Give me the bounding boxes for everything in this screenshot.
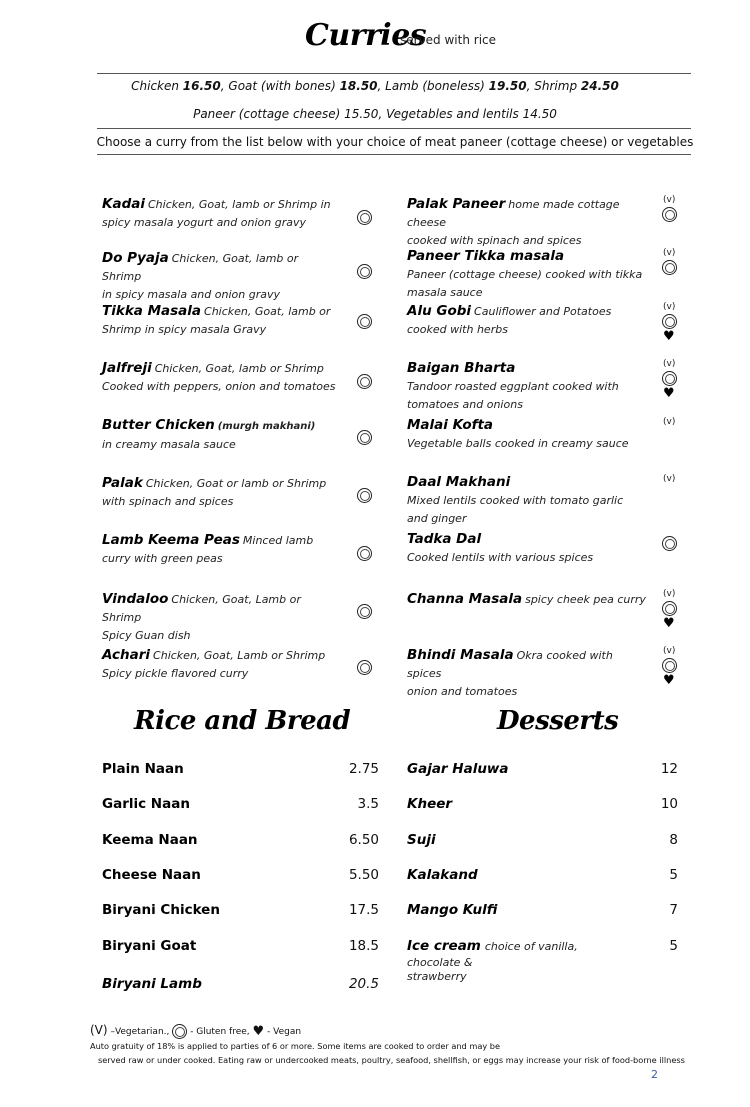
gluten-free-icon xyxy=(357,604,372,619)
vegan-heart-icon: ♥ xyxy=(663,329,675,344)
gluten-free-icon xyxy=(662,314,677,329)
dessert-item xyxy=(407,938,632,983)
curry-item xyxy=(102,302,340,339)
curry-name: Kadai xyxy=(102,196,145,212)
curry-description: spicy cheek pea curry xyxy=(525,593,646,606)
dessert-item-description: choice of vanilla, chocolate & xyxy=(407,940,578,969)
gluten-free-icon xyxy=(662,658,677,673)
price-label: Chicken xyxy=(131,79,183,93)
gluten-free-icon xyxy=(357,488,372,503)
vegan-heart-icon: ♥ xyxy=(663,616,675,631)
gluten-free-icon xyxy=(662,207,677,222)
curry-item xyxy=(407,359,647,414)
price-value: 18.50 xyxy=(339,79,378,93)
curry-description-line2: Paneer (cottage cheese) cooked with tikka masala sauce xyxy=(407,268,643,299)
curry-description: Minced lamb curry with green peas xyxy=(102,534,314,565)
curry-name: Palak xyxy=(102,475,143,491)
dessert-item-name: Kheer xyxy=(407,796,453,812)
rice-bread-item-price: 5.50 xyxy=(348,867,379,883)
divider-mid xyxy=(97,128,691,129)
vegetarian-mark: (v) xyxy=(663,248,676,258)
curry-item xyxy=(407,590,647,609)
price-value: 19.50 xyxy=(488,79,527,93)
curry-item xyxy=(102,195,340,232)
gluten-free-icon xyxy=(662,371,677,386)
curry-description-line2: cooked with herbs xyxy=(407,323,508,336)
rice-bread-item-price: 3.5 xyxy=(357,796,379,812)
curries-subtitle: served with rice xyxy=(400,33,497,47)
gluten-free-icon xyxy=(357,430,372,445)
curry-item xyxy=(407,195,647,250)
price-value: 24.50 xyxy=(580,79,619,93)
curry-description: Chicken, Goat, lamb or Shrimp xyxy=(102,252,299,283)
rice-bread-item-price: 17.5 xyxy=(348,902,379,918)
food-safety-notice: served raw or under cooked. Eating raw or undercooked meats, poultry, seafood, shellfish, or eggs may increase your risk of food-borne illness xyxy=(98,1055,685,1065)
legend-gluten-free-label: - Gluten free, xyxy=(187,1027,250,1037)
gluten-free-icon xyxy=(172,1024,187,1039)
dessert-item-price: 5 xyxy=(669,867,678,883)
rice-bread-item-name: Biryani Chicken xyxy=(102,902,220,918)
rice-bread-item-price: 18.5 xyxy=(348,938,379,954)
curry-item xyxy=(407,416,647,453)
curry-item xyxy=(102,416,340,454)
dessert-item xyxy=(407,761,632,777)
curry-item xyxy=(102,590,340,645)
vegan-heart-icon: ♥ xyxy=(663,386,675,401)
curry-name: Bhindi Masala xyxy=(407,647,514,663)
curry-description-line2: Cooked with peppers, onion and tomatoes xyxy=(102,380,336,393)
vegetarian-mark: (v) xyxy=(663,302,676,312)
rice-bread-item-price: 20.5 xyxy=(348,976,379,992)
curry-item xyxy=(407,473,647,528)
dessert-item xyxy=(407,867,632,883)
vegetarian-mark: (v) xyxy=(663,195,676,205)
gluten-free-icon xyxy=(662,260,677,275)
vegan-heart-icon: ♥ xyxy=(663,673,675,688)
rice-bread-item-name: Cheese Naan xyxy=(102,867,201,883)
rice-bread-item-price: 6.50 xyxy=(348,832,379,848)
gratuity-notice: Auto gratuity of 18% is applied to parties of 6 or more. Some items are cooked to order and may be xyxy=(90,1041,501,1051)
curry-description: Chicken, Goat, lamb or Shrimp in spicy masala yogurt and onion gravy xyxy=(102,198,331,229)
dessert-item xyxy=(407,796,632,812)
vegetarian-mark: (v) xyxy=(663,646,676,656)
curry-item xyxy=(407,646,647,701)
curry-description-line2: Vegetable balls cooked in creamy sauce xyxy=(407,437,629,450)
curry-description: Chicken, Goat, lamb or Shrimp in spicy masala Gravy xyxy=(102,305,331,336)
dessert-item-price: 12 xyxy=(660,761,678,777)
dessert-item xyxy=(407,832,632,848)
dessert-item-name: Gajar Haluwa xyxy=(407,761,509,777)
dessert-item xyxy=(407,902,632,918)
curry-item xyxy=(102,531,340,568)
curry-name: Tikka Masala xyxy=(102,303,202,319)
curry-item xyxy=(102,646,340,683)
desserts-title: Desserts xyxy=(497,706,619,736)
curry-item xyxy=(407,302,647,339)
dessert-item-price: 10 xyxy=(660,796,678,812)
dessert-item-name: Kalakand xyxy=(407,867,478,883)
gluten-free-icon xyxy=(662,601,677,616)
curry-description: Chicken, Goat or lamb or Shrimp xyxy=(145,477,327,490)
curry-name: Achari xyxy=(102,647,151,663)
curry-name: Paneer Tikka masala xyxy=(407,248,565,264)
dessert-item-price: 8 xyxy=(669,832,678,848)
curries-title: Curries xyxy=(305,18,427,53)
curry-description-line2: onion and tomatoes xyxy=(407,685,518,698)
rice-bread-item-price: 2.75 xyxy=(348,761,379,777)
vegetarian-mark: (v) xyxy=(663,474,676,484)
curry-name-note: (murgh makhani) xyxy=(217,421,316,432)
curry-name: Daal Makhani xyxy=(407,474,511,490)
vegetarian-mark: (v) xyxy=(663,359,676,369)
curry-name: Vindaloo xyxy=(102,591,169,607)
curry-description-line2: Spicy pickle flavored curry xyxy=(102,667,249,680)
curry-item xyxy=(102,359,340,396)
curry-name: Lamb Keema Peas xyxy=(102,532,240,548)
gluten-free-icon xyxy=(357,546,372,561)
price-label: , Goat (with bones) xyxy=(220,79,340,93)
dessert-item-name: Mango Kulfi xyxy=(407,902,498,918)
curry-item xyxy=(102,474,340,511)
curry-description-line2: Spicy Guan dish xyxy=(102,629,191,642)
curry-description: home made cottage cheese xyxy=(407,198,620,229)
dessert-item-price: 5 xyxy=(669,938,678,954)
curry-item xyxy=(407,530,647,567)
curry-name: Jalfreji xyxy=(102,360,152,376)
diet-legend xyxy=(90,1023,301,1039)
curry-item xyxy=(407,247,647,302)
rice-bread-title: Rice and Bread xyxy=(134,706,351,736)
legend-vegetarian-label: –Vegetarian., xyxy=(107,1027,170,1037)
curry-description: Cauliflower and Potatoes xyxy=(474,305,612,318)
curry-description-line2: with spinach and spices xyxy=(102,495,234,508)
legend-vegetarian-mark: (V) xyxy=(90,1023,108,1037)
gluten-free-icon xyxy=(357,660,372,675)
curry-name: Malai Kofta xyxy=(407,417,494,433)
curry-description-line2: Mixed lentils cooked with tomato garlic and ginger xyxy=(407,494,624,525)
vegetarian-mark: (v) xyxy=(663,589,676,599)
choose-instruction: Choose a curry from the list below with your choice of meat paneer (cottage cheese) or vegetables xyxy=(96,135,694,149)
curry-item xyxy=(102,249,340,304)
divider-bottom xyxy=(97,154,691,155)
curries-header xyxy=(0,14,750,58)
curry-description-line2: in spicy masala and onion gravy xyxy=(102,288,280,301)
curry-description: Chicken, Goat, Lamb or Shrimp xyxy=(153,649,326,662)
dessert-item-description-line2: strawberry xyxy=(407,970,467,983)
rice-bread-item-name: Biryani Lamb xyxy=(102,976,202,992)
vegetarian-mark: (v) xyxy=(663,417,676,427)
gluten-free-icon xyxy=(357,374,372,389)
curry-name: Tadka Dal xyxy=(407,531,482,547)
gluten-free-icon xyxy=(357,210,372,225)
divider-top xyxy=(97,73,691,74)
curry-name: Butter Chicken xyxy=(102,417,215,433)
curry-description-line2: cooked with spinach and spices xyxy=(407,234,582,247)
curry-name: Baigan Bharta xyxy=(407,360,516,376)
dessert-item-name: Suji xyxy=(407,832,436,848)
curry-name: Palak Paneer xyxy=(407,196,506,212)
curry-name: Alu Gobi xyxy=(407,303,472,319)
curry-description: Chicken, Goat, lamb or Shrimp xyxy=(154,362,324,375)
curry-description-line2: in creamy masala sauce xyxy=(102,438,236,451)
rice-bread-item-name: Biryani Goat xyxy=(102,938,197,954)
vegan-heart-icon: ♥ xyxy=(252,1024,265,1039)
curry-description: Chicken, Goat, Lamb or Shrimp xyxy=(102,593,301,624)
rice-bread-item-name: Plain Naan xyxy=(102,761,184,777)
price-label: , Shrimp xyxy=(526,79,581,93)
dessert-item-name: Ice cream xyxy=(407,938,481,954)
curry-description-line2: Tandoor roasted eggplant cooked with tomatoes and onions xyxy=(407,380,619,411)
dessert-item-price: 7 xyxy=(669,902,678,918)
gluten-free-icon xyxy=(357,314,372,329)
meat-price-line xyxy=(0,79,750,93)
veg-price-line: Paneer (cottage cheese) 15.50, Vegetables and lentils 14.50 xyxy=(193,107,557,121)
curry-description: Okra cooked with spices xyxy=(407,649,613,680)
page-number: 2 xyxy=(651,1068,658,1081)
rice-bread-item-name: Keema Naan xyxy=(102,832,198,848)
rice-bread-item-name: Garlic Naan xyxy=(102,796,190,812)
price-label: , Lamb (boneless) xyxy=(377,79,489,93)
gluten-free-icon xyxy=(357,264,372,279)
curry-name: Do Pyaja xyxy=(102,250,169,266)
gluten-free-icon xyxy=(662,536,677,551)
price-value: 16.50 xyxy=(182,79,221,93)
curry-name: Channa Masala xyxy=(407,591,523,607)
legend-vegan-label: - Vegan xyxy=(264,1027,302,1037)
curry-description-line2: Cooked lentils with various spices xyxy=(407,551,594,564)
